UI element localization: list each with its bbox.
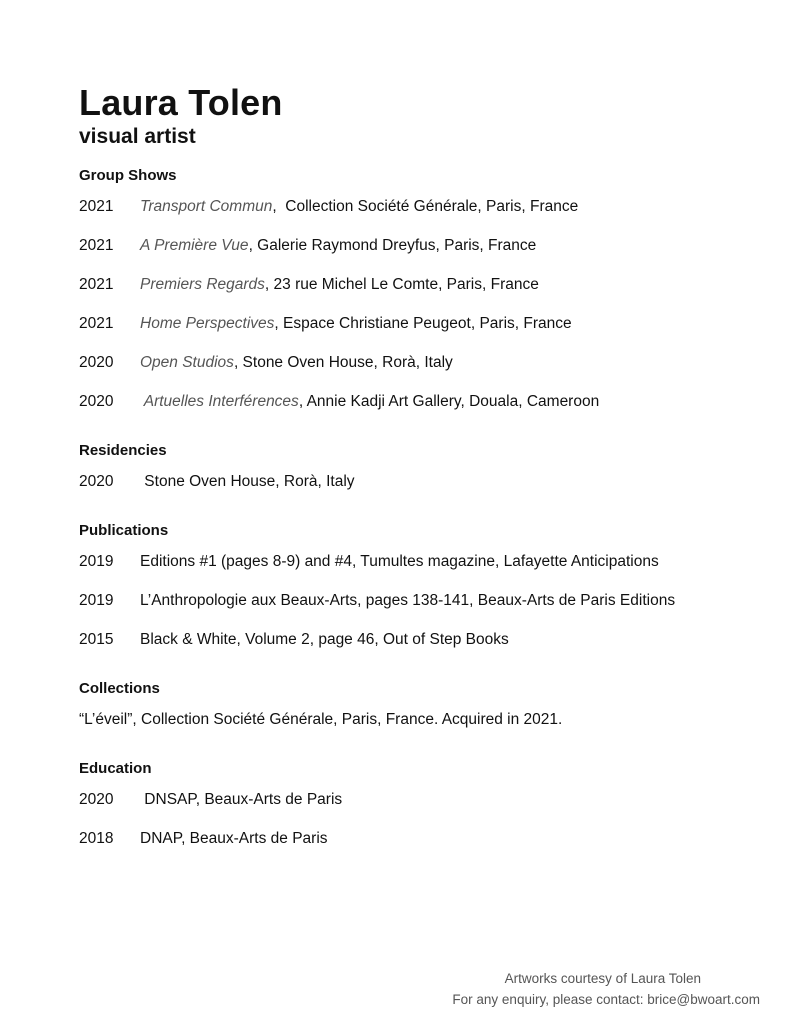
list-item bbox=[79, 344, 769, 383]
show-venue: , Galerie Raymond Dreyfus, Paris, France bbox=[248, 237, 537, 254]
show-venue: , 23 rue Michel Le Comte, Paris, France bbox=[264, 276, 539, 293]
artist-name: Laura Tolen bbox=[79, 82, 283, 123]
show-venue: , Annie Kadji Art Gallery, Douala, Cameroon bbox=[298, 393, 600, 410]
show-title: A Première Vue bbox=[140, 237, 249, 254]
list-item bbox=[79, 227, 769, 266]
section-title-group-shows: Group Shows bbox=[79, 167, 177, 184]
show-title: Premiers Regards bbox=[140, 276, 265, 293]
list-item bbox=[79, 266, 769, 305]
section-title-residencies: Residencies bbox=[79, 442, 167, 459]
show-venue: , Collection Société Générale, Paris, France bbox=[272, 198, 579, 215]
list-item bbox=[79, 781, 769, 820]
publication-text: Editions #1 (pages 8-9) and #4, Tumultes magazine, Lafayette Anticipations bbox=[140, 553, 659, 570]
section-title-education: Education bbox=[79, 760, 152, 777]
year: 2020 bbox=[79, 791, 114, 808]
education-section bbox=[79, 759, 769, 859]
list-item bbox=[79, 582, 769, 621]
list-item bbox=[79, 383, 769, 422]
publication-text: L’Anthropologie aux Beaux-Arts, pages 138-141, Beaux-Arts de Paris Editions bbox=[140, 592, 676, 609]
artist-subtitle: visual artist bbox=[79, 125, 196, 148]
list-item bbox=[79, 621, 769, 660]
list-item bbox=[79, 188, 769, 227]
list-item bbox=[79, 820, 769, 859]
year: 2015 bbox=[79, 631, 114, 648]
residencies-section bbox=[79, 441, 769, 502]
year: 2019 bbox=[79, 592, 114, 609]
show-title: Home Perspectives bbox=[140, 315, 275, 332]
residency-text: Stone Oven House, Rorà, Italy bbox=[140, 473, 355, 490]
year: 2020 bbox=[79, 473, 114, 490]
section-title-publications: Publications bbox=[79, 522, 169, 539]
show-title: Artuelles Interférences bbox=[140, 393, 299, 410]
show-venue: , Stone Oven House, Rorà, Italy bbox=[233, 354, 453, 371]
list-item bbox=[79, 463, 769, 502]
year: 2020 bbox=[79, 393, 114, 410]
group-shows-section bbox=[79, 166, 769, 422]
publications-section bbox=[79, 521, 769, 660]
year: 2020 bbox=[79, 354, 114, 371]
education-text: DNAP, Beaux-Arts de Paris bbox=[140, 830, 328, 847]
show-title: Open Studios bbox=[140, 354, 234, 371]
collections-section bbox=[79, 679, 769, 740]
year: 2021 bbox=[79, 315, 114, 332]
footer bbox=[452, 968, 760, 1010]
year: 2019 bbox=[79, 553, 114, 570]
footer-credit: Artworks courtesy of Laura Tolen bbox=[504, 971, 701, 986]
year: 2021 bbox=[79, 198, 114, 215]
education-text: DNSAP, Beaux-Arts de Paris bbox=[140, 791, 343, 808]
section-title-collections: Collections bbox=[79, 680, 160, 697]
year: 2018 bbox=[79, 830, 114, 847]
list-item bbox=[79, 543, 769, 582]
year: 2021 bbox=[79, 276, 114, 293]
cv-page bbox=[79, 82, 769, 878]
publication-text: Black & White, Volume 2, page 46, Out of Step Books bbox=[140, 631, 509, 648]
show-venue: , Espace Christiane Peugeot, Paris, France bbox=[274, 315, 572, 332]
footer-contact: For any enquiry, please contact: brice@bwoart.com bbox=[452, 992, 760, 1007]
collection-text: “L’éveil”, Collection Société Générale, Paris, France. Acquired in 2021. bbox=[79, 711, 563, 728]
show-title: Transport Commun bbox=[140, 198, 273, 215]
list-item bbox=[79, 305, 769, 344]
year: 2021 bbox=[79, 237, 114, 254]
